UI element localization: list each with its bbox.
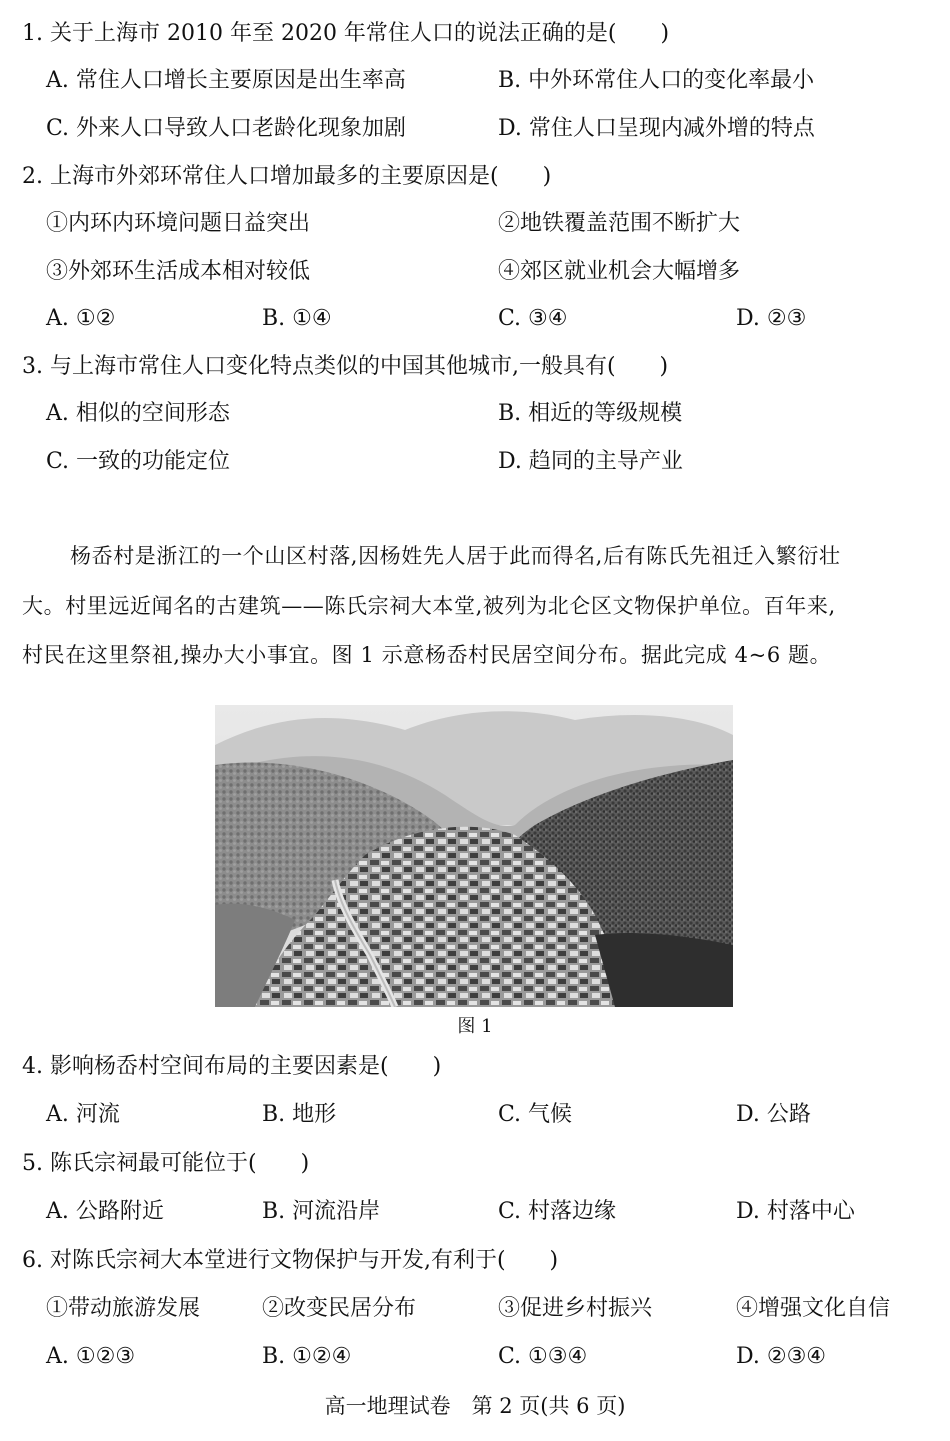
question-6-option-b: B. ①②④: [262, 1344, 352, 1369]
question-2-statement-3: ③外郊环生活成本相对较低: [46, 259, 311, 284]
passage-line-1: 杨岙村是浙江的一个山区村落,因杨姓先人居于此而得名,后有陈氏先祖迁入繁衍壮: [70, 544, 841, 568]
question-3-option-a: A. 相似的空间形态: [46, 401, 230, 426]
figure-caption: 图 1: [457, 1016, 493, 1037]
question-1-option-a: A. 常住人口增长主要原因是出生率高: [46, 68, 406, 93]
question-6-option-c: C. ①③④: [498, 1344, 588, 1369]
question-5-option-b: B. 河流沿岸: [262, 1199, 381, 1224]
page-footer: 高一地理试卷 第 2 页(共 6 页): [324, 1394, 626, 1418]
question-1-option-c: C. 外来人口导致人口老龄化现象加剧: [46, 116, 407, 141]
question-6-stem: 6. 对陈氏宗祠大本堂进行文物保护与开发,有利于( ): [22, 1248, 559, 1273]
question-2-statement-1: ①内环内环境问题日益突出: [46, 211, 311, 236]
question-4-option-c: C. 气候: [498, 1102, 573, 1127]
question-2-statement-2: ②地铁覆盖范围不断扩大: [498, 211, 741, 236]
question-6-statement-1: ①带动旅游发展: [46, 1296, 201, 1321]
question-6-statement-3: ③促进乡村振兴: [498, 1296, 653, 1321]
question-4-option-b: B. 地形: [262, 1102, 337, 1127]
question-2-option-b: B. ①④: [262, 306, 332, 331]
question-1-stem: 1. 关于上海市 2010 年至 2020 年常住人口的说法正确的是( ): [22, 21, 670, 46]
question-2-stem: 2. 上海市外郊环常住人口增加最多的主要原因是( ): [22, 164, 552, 189]
question-3-stem: 3. 与上海市常住人口变化特点类似的中国其他城市,一般具有( ): [22, 354, 669, 379]
question-5-option-d: D. 村落中心: [736, 1199, 855, 1224]
question-6-statement-2: ②改变民居分布: [262, 1296, 417, 1321]
question-2-option-d: D. ②③: [736, 306, 807, 331]
village-aerial-photo: [215, 705, 733, 1007]
question-5-option-c: C. 村落边缘: [498, 1199, 617, 1224]
question-3-option-b: B. 相近的等级规模: [498, 401, 683, 426]
question-1-option-d: D. 常住人口呈现内减外增的特点: [498, 116, 815, 141]
question-4-option-a: A. 河流: [46, 1102, 120, 1127]
question-6-statement-4: ④增强文化自信: [736, 1296, 891, 1321]
question-5-option-a: A. 公路附近: [46, 1199, 164, 1224]
question-6-option-a: A. ①②③: [46, 1344, 136, 1369]
question-6-option-d: D. ②③④: [736, 1344, 827, 1369]
question-1-option-b: B. 中外环常住人口的变化率最小: [498, 68, 815, 93]
question-2-option-c: C. ③④: [498, 306, 568, 331]
question-4-stem: 4. 影响杨岙村空间布局的主要因素是( ): [22, 1054, 442, 1079]
question-3-option-c: C. 一致的功能定位: [46, 449, 231, 474]
question-2-statement-4: ④郊区就业机会大幅增多: [498, 259, 741, 284]
question-4-option-d: D. 公路: [736, 1102, 811, 1127]
question-2-option-a: A. ①②: [46, 306, 116, 331]
question-3-option-d: D. 趋同的主导产业: [498, 449, 683, 474]
passage-line-3: 村民在这里祭祖,操办大小事宜。图 1 示意杨岙村民居空间分布。据此完成 4~6 题。: [22, 643, 832, 667]
passage-line-2: 大。村里远近闻名的古建筑——陈氏宗祠大本堂,被列为北仑区文物保护单位。百年来,: [22, 594, 836, 618]
question-5-stem: 5. 陈氏宗祠最可能位于( ): [22, 1151, 310, 1176]
